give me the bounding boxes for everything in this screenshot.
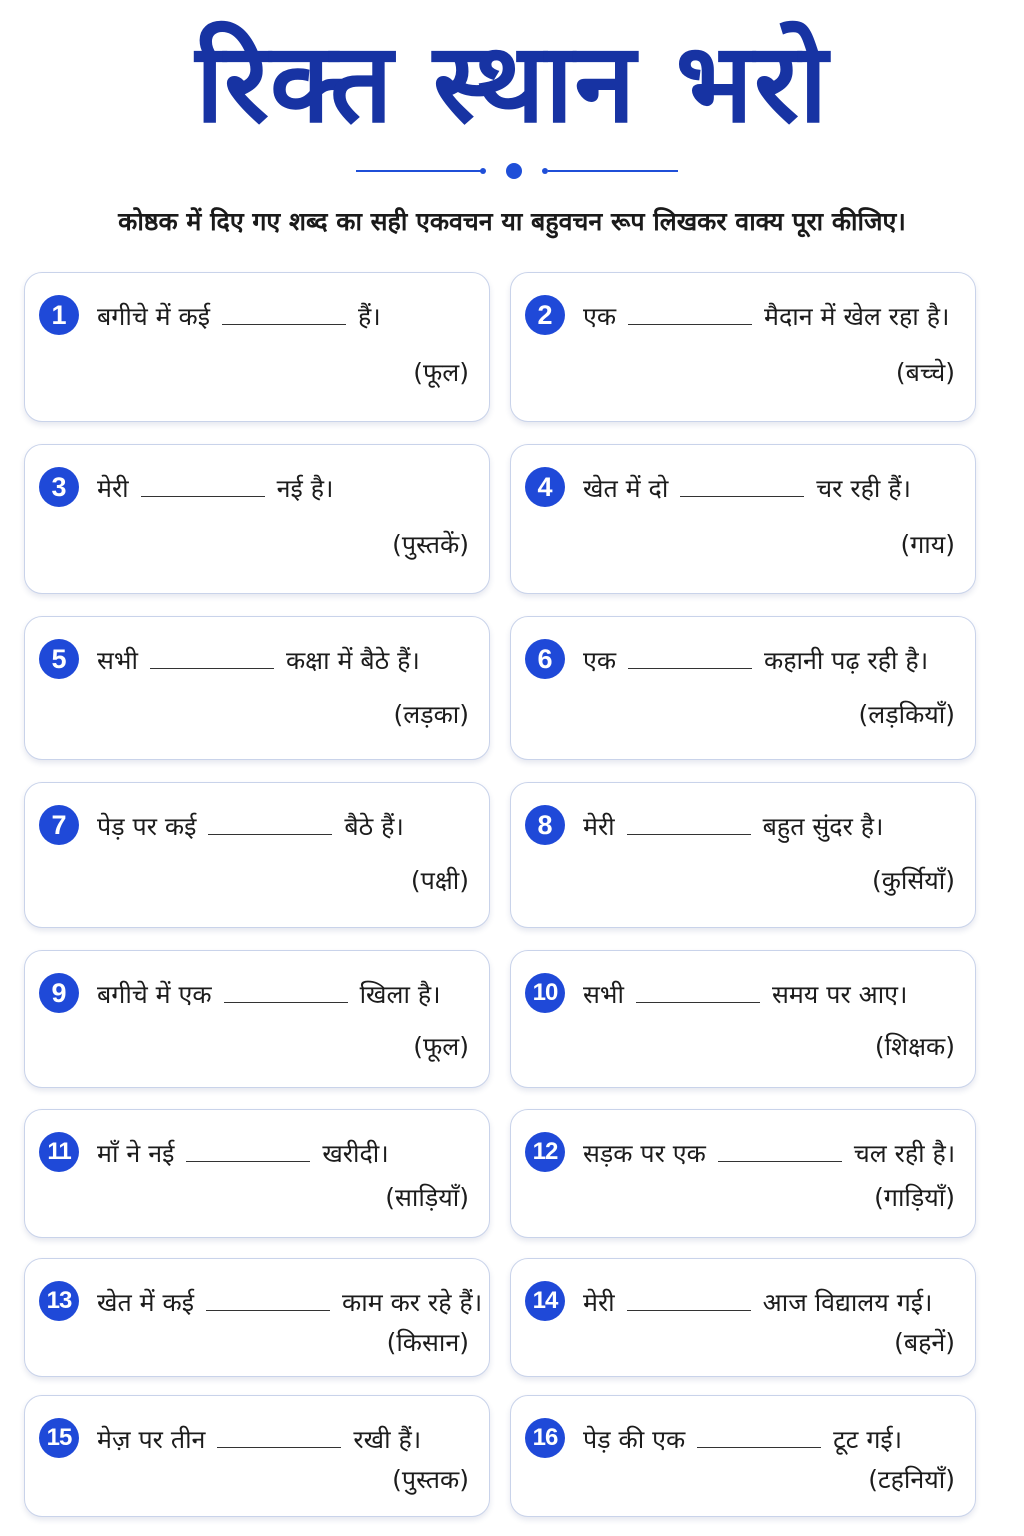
sentence-before: सभी <box>97 646 138 675</box>
sentence-before: पेड़ की एक <box>583 1425 686 1454</box>
question-sentence <box>97 975 475 1015</box>
sentence-after: मैदान में खेल रहा है। <box>764 302 950 331</box>
question-card <box>510 782 976 928</box>
question-sentence <box>583 469 961 509</box>
sentence-after: समय पर आए। <box>771 980 908 1009</box>
question-card <box>510 616 976 760</box>
word-hint: (किसान) <box>386 1328 469 1357</box>
answer-blank[interactable] <box>141 470 265 497</box>
sentence-before: मेरी <box>583 812 615 841</box>
sentence-after: खरीदी। <box>322 1139 389 1168</box>
sentence-after: चल रही है। <box>853 1139 956 1168</box>
sentence-after: टूट गई। <box>833 1425 903 1454</box>
sentence-before: बगीचे में एक <box>97 980 212 1009</box>
question-sentence <box>583 641 961 681</box>
word-hint: (गाड़ियाँ) <box>874 1183 955 1212</box>
answer-blank[interactable] <box>628 642 752 669</box>
answer-blank[interactable] <box>627 1284 751 1311</box>
word-hint: (फूल) <box>413 358 469 387</box>
question-card <box>510 1109 976 1238</box>
sentence-after: बहुत सुंदर है। <box>762 812 884 841</box>
question-sentence <box>97 641 475 681</box>
question-sentence <box>583 1134 961 1174</box>
question-card <box>24 782 490 928</box>
question-number-badge: 4 <box>525 467 565 507</box>
word-hint: (शिक्षक) <box>874 1032 955 1061</box>
question-number-badge: 7 <box>39 805 79 845</box>
question-card <box>24 616 490 760</box>
sentence-before: खेत में दो <box>583 474 669 503</box>
question-card <box>24 1109 490 1238</box>
word-hint: (पुस्तकें) <box>392 530 469 559</box>
question-number-badge: 14 <box>525 1281 565 1321</box>
sentence-before: एक <box>583 302 617 331</box>
question-number-badge: 1 <box>39 295 79 335</box>
sentence-before: मेज़ पर तीन <box>97 1425 206 1454</box>
question-number-badge: 16 <box>525 1418 565 1458</box>
sentence-before: पेड़ पर कई <box>97 812 197 841</box>
question-card <box>510 444 976 594</box>
page-title: रिक्त स्थान भरो <box>195 19 829 147</box>
word-hint: (लड़कियाँ) <box>858 700 955 729</box>
question-number-badge: 5 <box>39 639 79 679</box>
question-number-badge: 10 <box>525 973 565 1013</box>
question-card <box>510 1258 976 1377</box>
answer-blank[interactable] <box>217 1421 341 1448</box>
answer-blank[interactable] <box>224 976 348 1003</box>
sentence-before: मेरी <box>583 1288 615 1317</box>
question-number-badge: 3 <box>39 467 79 507</box>
sentence-after: खिला है। <box>359 980 441 1009</box>
word-hint: (कुर्सियाँ) <box>871 866 955 895</box>
sentence-after: आज विद्यालय गई। <box>762 1288 933 1317</box>
title-divider <box>356 162 678 180</box>
question-number-badge: 11 <box>39 1132 79 1172</box>
question-card <box>510 950 976 1088</box>
word-hint: (साड़ियाँ) <box>385 1183 469 1212</box>
word-hint: (लड़का) <box>393 700 469 729</box>
sentence-before: बगीचे में कई <box>97 302 211 331</box>
question-sentence <box>97 469 475 509</box>
instruction-text: कोष्ठक में दिए गए शब्द का सही एकवचन या बहुवचन रूप लिखकर वाक्य पूरा कीजिए। <box>118 207 906 236</box>
sentence-after: रखी हैं। <box>353 1425 422 1454</box>
answer-blank[interactable] <box>697 1421 821 1448</box>
word-hint: (गाय) <box>900 530 955 559</box>
answer-blank[interactable] <box>208 808 332 835</box>
word-hint: (बहनें) <box>894 1328 955 1357</box>
sentence-before: एक <box>583 646 617 675</box>
question-card <box>510 272 976 422</box>
answer-blank[interactable] <box>222 298 346 325</box>
question-number-badge: 13 <box>39 1281 79 1321</box>
question-card <box>510 1395 976 1517</box>
question-sentence <box>97 297 475 337</box>
sentence-after: नई है। <box>276 474 334 503</box>
answer-blank[interactable] <box>628 298 752 325</box>
word-hint: (पुस्तक) <box>392 1465 469 1494</box>
question-sentence <box>583 297 961 337</box>
question-sentence <box>97 1283 483 1323</box>
sentence-before: मेरी <box>97 474 129 503</box>
sentence-before: सड़क पर एक <box>583 1139 706 1168</box>
question-card <box>24 950 490 1088</box>
sentence-after: चर रही हैं। <box>816 474 912 503</box>
answer-blank[interactable] <box>718 1135 842 1162</box>
sentence-before: खेत में कई <box>97 1288 195 1317</box>
question-sentence <box>583 975 961 1015</box>
question-number-badge: 9 <box>39 973 79 1013</box>
question-card <box>24 444 490 594</box>
question-card <box>24 1395 490 1517</box>
question-sentence <box>97 1134 475 1174</box>
question-sentence <box>97 1420 475 1460</box>
answer-blank[interactable] <box>206 1284 330 1311</box>
question-number-badge: 15 <box>39 1418 79 1458</box>
question-number-badge: 6 <box>525 639 565 679</box>
answer-blank[interactable] <box>627 808 751 835</box>
sentence-before: सभी <box>583 980 624 1009</box>
question-sentence <box>583 1420 961 1460</box>
question-sentence <box>97 807 475 847</box>
word-hint: (फूल) <box>413 1032 469 1061</box>
question-sentence <box>583 1283 961 1323</box>
question-sentence <box>583 807 961 847</box>
sentence-after: बैठे हैं। <box>344 812 404 841</box>
sentence-after: काम कर रहे हैं। <box>342 1288 483 1317</box>
word-hint: (पक्षी) <box>410 866 469 895</box>
answer-blank[interactable] <box>636 976 760 1003</box>
sentence-after: कक्षा में बैठे हैं। <box>285 646 420 675</box>
answer-blank[interactable] <box>186 1135 310 1162</box>
question-card <box>24 1258 490 1377</box>
word-hint: (बच्चे) <box>895 358 955 387</box>
question-number-badge: 2 <box>525 295 565 335</box>
sentence-before: माँ ने नई <box>97 1139 175 1168</box>
sentence-after: कहानी पढ़ रही है। <box>764 646 929 675</box>
question-card <box>24 272 490 422</box>
word-hint: (टहनियाँ) <box>868 1465 955 1494</box>
sentence-after: हैं। <box>358 302 381 331</box>
answer-blank[interactable] <box>150 642 274 669</box>
question-number-badge: 12 <box>525 1132 565 1172</box>
answer-blank[interactable] <box>680 470 804 497</box>
question-number-badge: 8 <box>525 805 565 845</box>
